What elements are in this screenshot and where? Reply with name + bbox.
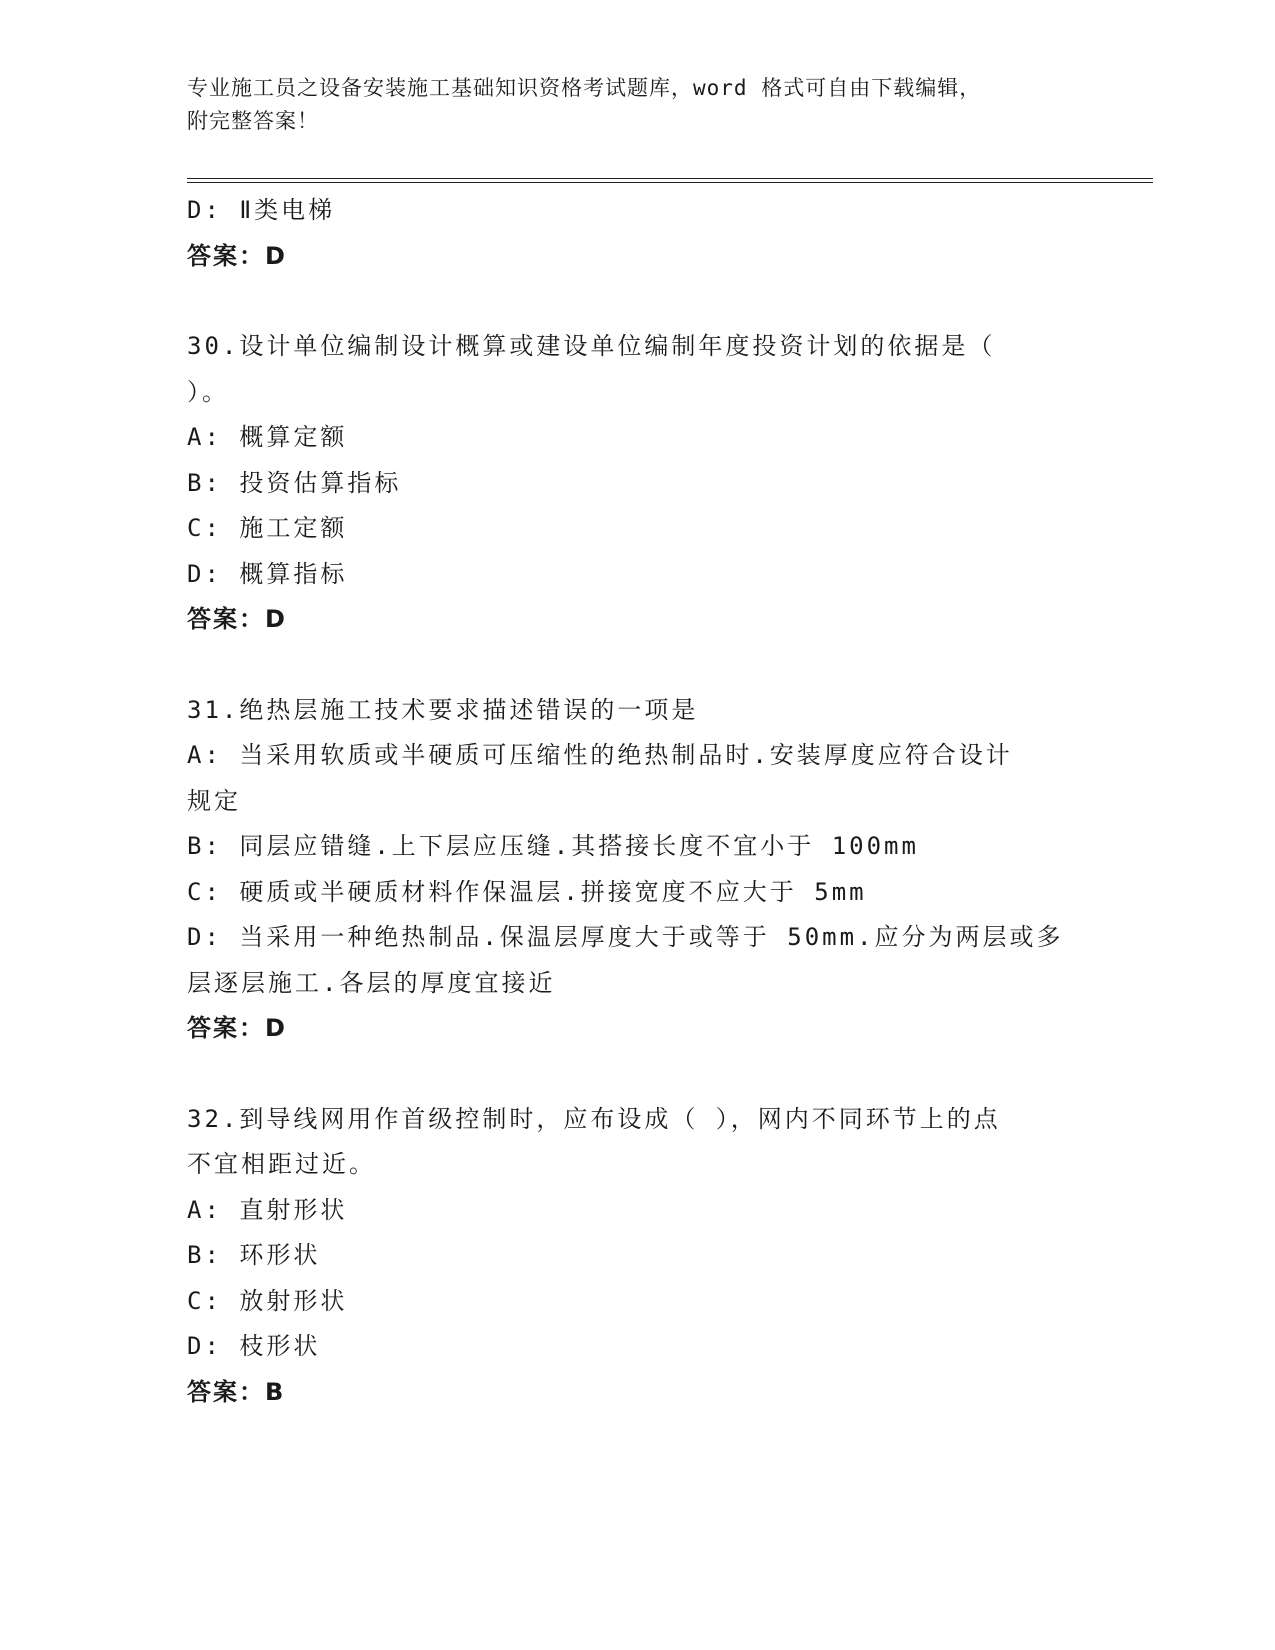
question-stem: 不宜相距过近。 (187, 1150, 376, 1178)
answer-line: 答案：D (187, 605, 287, 633)
option-a: A: 当采用软质或半硬质可压缩性的绝热制品时.安装厚度应符合设计 (187, 741, 1013, 769)
question-stem: 32.到导线网用作首级控制时，应布设成（ ），网内不同环节上的点 (187, 1104, 1001, 1133)
option-a: A: 直射形状 (187, 1195, 348, 1224)
question-list (187, 188, 1087, 1415)
document-header (187, 72, 1067, 138)
header-divider (187, 178, 1153, 183)
option-a-continued: 规定 (187, 786, 241, 815)
option-a: A: 概算定额 (187, 423, 348, 451)
question-30 (187, 324, 1087, 643)
option-d: D: 枝形状 (187, 1332, 321, 1360)
option-b: B: 同层应错缝.上下层应压缝.其搭接长度不宜小于 100mm (187, 832, 919, 860)
option-b: B: 环形状 (187, 1241, 321, 1269)
option-c: C: 硬质或半硬质材料作保温层.拼接宽度不应大于 5mm (187, 877, 867, 906)
answer-line: 答案：D (187, 241, 287, 270)
question-stem: 30.设计单位编制设计概算或建设单位编制年度投资计划的依据是（ (187, 332, 996, 360)
question-stem: ）。 (187, 377, 229, 406)
option-c: C: 施工定额 (187, 514, 348, 542)
answer-line: 答案：D (187, 1014, 287, 1042)
question-31 (187, 688, 1087, 1052)
option-d-continued: 层逐层施工.各层的厚度宜接近 (187, 968, 556, 997)
question-32 (187, 1097, 1087, 1416)
option-d: D: 概算指标 (187, 559, 348, 588)
option-d: D: 当采用一种绝热制品.保温层厚度大于或等于 50mm.应分为两层或多 (187, 923, 1064, 951)
header-line-2: 附完整答案！ (187, 109, 319, 133)
previous-question-tail (187, 188, 1087, 279)
option-d: D: Ⅱ类电梯 (187, 196, 336, 224)
answer-line: 答案：B (187, 1377, 286, 1406)
option-c: C: 放射形状 (187, 1286, 348, 1315)
option-b: B: 投资估算指标 (187, 468, 402, 497)
header-line-1: 专业施工员之设备安装施工基础知识资格考试题库，word 格式可自由下载编辑， (187, 76, 982, 100)
question-stem: 31.绝热层施工技术要求描述错误的一项是 (187, 695, 699, 724)
